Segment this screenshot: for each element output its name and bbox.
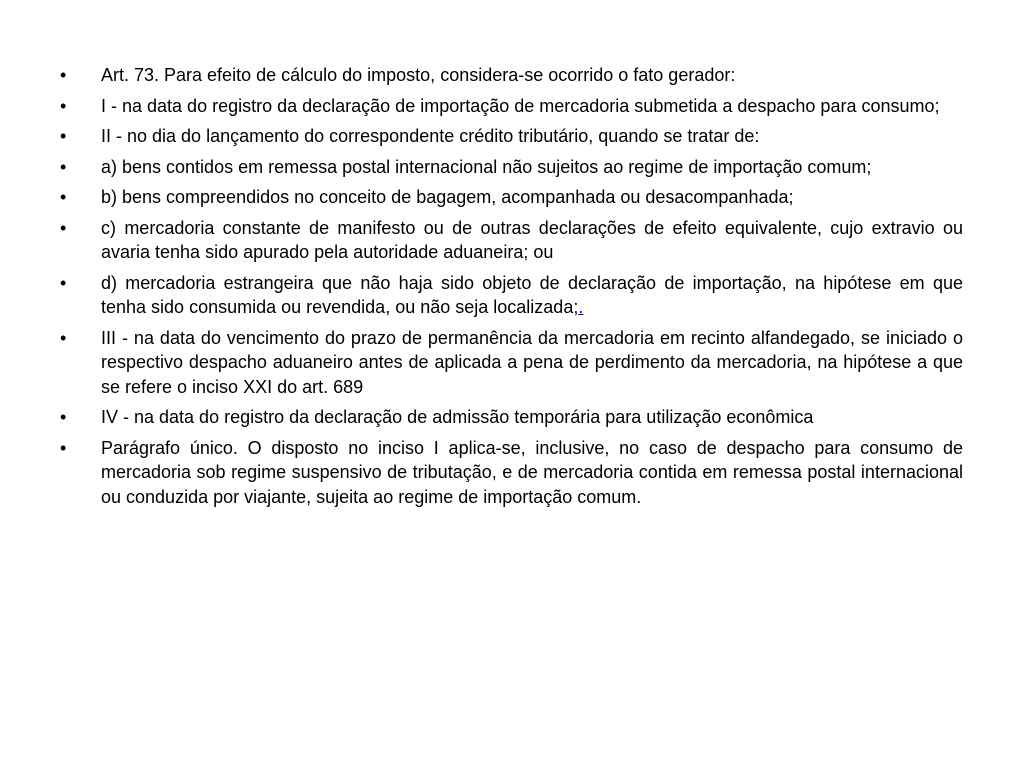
item-text: II - no dia do lançamento do correspondente crédito tributário, quando se tratar de: bbox=[101, 126, 760, 146]
bullet-icon: • bbox=[60, 187, 67, 207]
list-item bbox=[60, 185, 963, 210]
bullet-icon: • bbox=[60, 407, 67, 427]
bullet-icon: • bbox=[60, 217, 67, 238]
item-text: d) mercadoria estrangeira que não haja sido objeto de declaração de importação, na hipótese em que tenha sido consumida ou revendida, ou não seja localizada; bbox=[101, 272, 963, 317]
bullet-icon: • bbox=[60, 437, 67, 458]
list-item bbox=[60, 124, 963, 149]
item-text: Parágrafo único. O disposto no inciso I aplica-se, inclusive, no caso de despacho para consumo de mercadoria sob regime suspensivo de tributação, e de mercadoria contida em remessa postal internacional ou conduzida por viajante, sujeita ao regime de importação comum. bbox=[101, 437, 963, 507]
bullet-icon: • bbox=[60, 126, 67, 146]
list-item bbox=[60, 271, 963, 320]
list-item bbox=[60, 436, 963, 510]
list-item bbox=[60, 326, 963, 400]
item-text: IV - na data do registro da declaração de admissão temporária para utilização econômica bbox=[101, 407, 814, 427]
item-text: I - na data do registro da declaração de importação de mercadoria submetida a despacho para consumo; bbox=[101, 95, 940, 116]
list-item bbox=[60, 405, 963, 430]
item-text: a) bens contidos em remessa postal internacional não sujeitos ao regime de importação comum; bbox=[101, 156, 872, 177]
bullet-icon: • bbox=[60, 156, 67, 177]
item-text: c) mercadoria constante de manifesto ou de outras declarações de efeito equivalente, cujo extravio ou avaria tenha sido apurado pela autoridade aduaneira; ou bbox=[101, 217, 963, 262]
bullet-icon: • bbox=[60, 327, 67, 348]
bullet-icon: • bbox=[60, 95, 67, 116]
item-link[interactable]: . bbox=[578, 297, 584, 317]
list-item bbox=[60, 216, 963, 265]
list-item bbox=[60, 94, 963, 119]
item-text: Art. 73. Para efeito de cálculo do imposto, considera-se ocorrido o fato gerador: bbox=[101, 65, 736, 85]
bullet-list bbox=[60, 63, 963, 515]
item-text: b) bens compreendidos no conceito de bagagem, acompanhada ou desacompanhada; bbox=[101, 187, 794, 207]
list-item bbox=[60, 63, 963, 88]
list-item bbox=[60, 155, 963, 180]
item-text: III - na data do vencimento do prazo de permanência da mercadoria em recinto alfandegado, se iniciado o respectivo despacho aduaneiro antes de aplicada a pena de perdimento da mercadoria, na hipótese a que se refere o inciso XXI do art. 689 bbox=[101, 327, 963, 397]
bullet-icon: • bbox=[60, 272, 67, 293]
bullet-icon: • bbox=[60, 65, 67, 85]
